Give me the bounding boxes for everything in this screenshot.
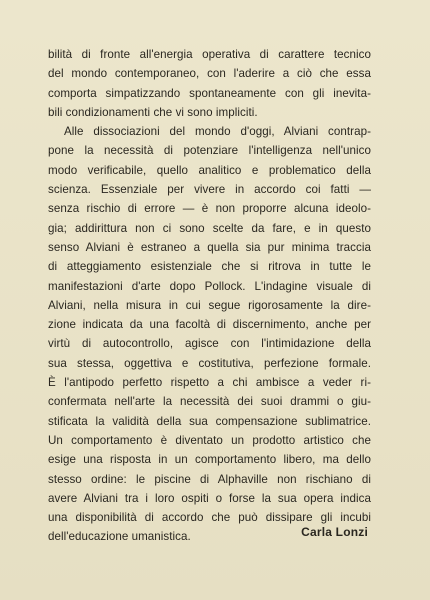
text-line: scienza. Essenziale per vivere in accordo coi fatti — bbox=[48, 183, 371, 197]
text-line: È l'antipodo perfetto rispetto a chi ambisce a veder ri- bbox=[48, 376, 371, 390]
text-line: avere Alviani tra i loro ospiti o forse la sua opera indica bbox=[48, 491, 371, 505]
text-line: senso Alviani è estraneo a quella sia pur minima traccia bbox=[48, 240, 371, 254]
text-line: comporta simpatizzando spontaneamente con gli inevita- bbox=[48, 86, 371, 100]
text-line: pone la necessità di potenziare l'intelligenza nell'unico bbox=[48, 144, 371, 158]
text-line: una disponibilità di accordo che può dissipare gli incubi bbox=[48, 511, 371, 525]
text-line: modo verificabile, quello analitico e problematico della bbox=[48, 163, 371, 177]
text-line: stificata la validità della sua compensazione sublimatrice. bbox=[48, 414, 371, 428]
text-line: stesso ordine: le piscine di Alphaville non rischiano di bbox=[48, 472, 371, 486]
text-line: virtù di autocontrollo, agisce con l'intimidazione della bbox=[48, 337, 371, 351]
text-line: esige una risposta in un comportamento libero, ma dello bbox=[48, 453, 371, 467]
text-line: senza rischio di errore — è non proporre alcuna ideolo- bbox=[48, 202, 371, 216]
text-line: Alle dissociazioni del mondo d'oggi, Alviani contrap- bbox=[64, 125, 371, 139]
text-line: bilità di fronte all'energia operativa di carattere tecnico bbox=[48, 48, 371, 61]
text-line: del mondo contemporaneo, con l'aderire a ciò che essa bbox=[48, 67, 371, 81]
body-text bbox=[48, 45, 371, 547]
text-line: gia; addirittura non ci sono scelte da fare, e in questo bbox=[48, 221, 371, 235]
text-line: sua stessa, oggettiva e costitutiva, perfezione formale. bbox=[48, 356, 371, 370]
text-line: dell'educazione umanistica. bbox=[48, 530, 191, 544]
text-line: Alviani, nella misura in cui segue rigorosamente la dire- bbox=[48, 298, 371, 312]
author-signature: Carla Lonzi bbox=[301, 525, 368, 539]
text-line: di atteggiamento esistenziale che si ritrova in tutte le bbox=[48, 260, 371, 274]
text-line: confermata nell'arte la necessità dei suoi drammi o giu- bbox=[48, 395, 371, 409]
text-line: bili condizionamenti che vi sono impliciti. bbox=[48, 105, 258, 119]
text-line: Un comportamento è diventato un prodotto artistico che bbox=[48, 433, 371, 447]
text-line: manifestazioni d'arte dopo Pollock. L'indagine visuale di bbox=[48, 279, 371, 293]
text-line: zione indicata da una facoltà di discernimento, anche per bbox=[48, 318, 371, 332]
